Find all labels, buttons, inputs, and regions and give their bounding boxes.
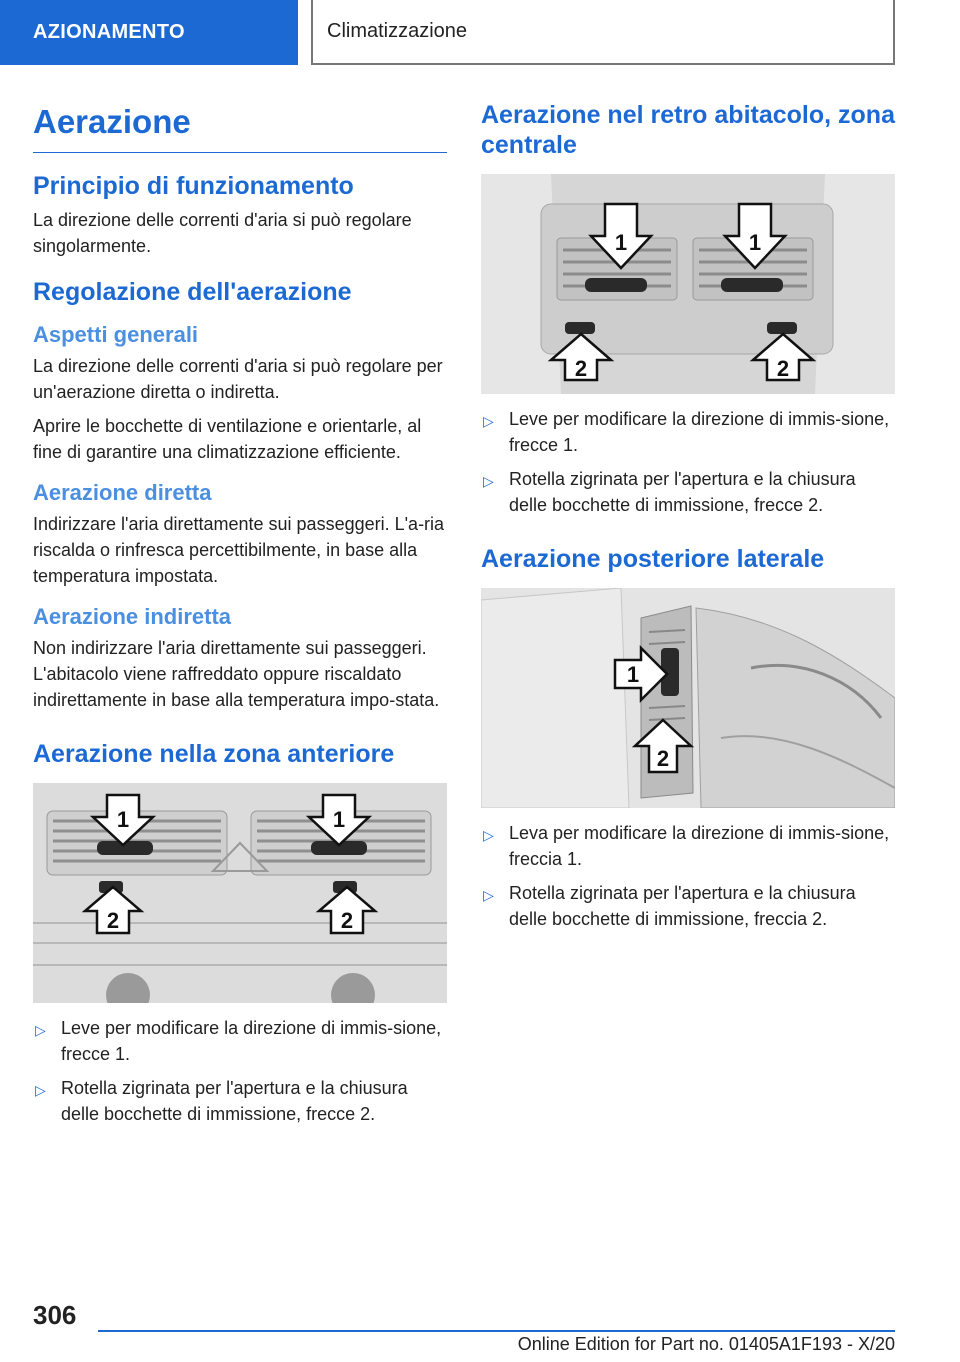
- rear-side-bullet-1-text: Leva per modificare la direzione di immis-sione, freccia 1.: [509, 823, 890, 869]
- rear-center-arrow-2-right-label: 2: [776, 356, 790, 381]
- indirect-text: Non indirizzare l'aria direttamente sui passeggeri. L'abitacolo viene raffreddato oppure riscaldato indirettamente in base alla temperatura impo-stata.: [33, 638, 440, 710]
- regulation-heading: Regolazione dell'aerazione: [33, 278, 352, 306]
- list-item: [481, 880, 895, 932]
- front-arrow-1-right-label: 1: [332, 807, 346, 832]
- front-arrow-2-left-label: 2: [106, 908, 120, 933]
- section-tab[interactable]: AZIONAMENTO: [0, 0, 298, 65]
- general-text-1: La direzione delle correnti d'aria si può regolare per un'aerazione diretta o indiretta.: [33, 356, 443, 402]
- page-number: 306: [33, 1300, 77, 1330]
- front-heading: Aerazione nella zona anteriore: [33, 740, 395, 768]
- rear-center-vents-illustration: [481, 174, 895, 394]
- rear-side-arrow-1-label: 1: [626, 662, 640, 687]
- rear-center-bullet-1-text: Leve per modificare la direzione di immis-sione, frecce 1.: [509, 409, 890, 455]
- rear-side-vent-figure: [481, 588, 895, 808]
- rear-side-vent-illustration: [481, 588, 895, 808]
- front-bullet-2-text: Rotella zigrinata per l'apertura e la chiusura delle bocchette di immissione, frecce 2.: [61, 1078, 408, 1124]
- triangle-bullet-icon: ▷: [483, 887, 494, 903]
- page-title: Aerazione: [33, 100, 447, 153]
- triangle-bullet-icon: ▷: [483, 473, 494, 489]
- footer-edition-text: Online Edition for Part no. 01405A1F193 - X/20: [517, 1334, 895, 1354]
- footer-divider: [98, 1330, 895, 1332]
- list-item: [481, 466, 895, 518]
- rear-center-heading: Aerazione nel retro abitacolo, zona centrale: [481, 101, 895, 159]
- general-text-2: Aprire le bocchette di ventilazione e orientarle, al fine di garantire una climatizzazione efficiente.: [33, 416, 422, 462]
- principle-text: La direzione delle correnti d'aria si può regolare singolarmente.: [33, 210, 412, 256]
- rear-side-arrow-2-label: 2: [656, 746, 670, 771]
- triangle-bullet-icon: ▷: [483, 413, 494, 429]
- list-item: [481, 820, 895, 872]
- front-vents-illustration: [33, 783, 447, 1003]
- rear-center-arrow-2-left-label: 2: [574, 356, 588, 381]
- front-bullet-list: [33, 1015, 447, 1127]
- right-column: [481, 100, 895, 940]
- list-item: [481, 406, 895, 458]
- list-item: [33, 1075, 447, 1127]
- triangle-bullet-icon: ▷: [35, 1022, 46, 1038]
- front-bullet-1-text: Leve per modificare la direzione di immis-sione, frecce 1.: [61, 1018, 442, 1064]
- triangle-bullet-icon: ▷: [483, 827, 494, 843]
- front-arrow-1-left-label: 1: [116, 807, 130, 832]
- principle-heading: Principio di funzionamento: [33, 172, 354, 200]
- front-arrow-2-right-label: 2: [340, 908, 354, 933]
- rear-side-bullet-list: [481, 820, 895, 932]
- rear-center-vents-figure: [481, 174, 895, 394]
- rear-center-bullet-list: [481, 406, 895, 518]
- indirect-heading: Aerazione indiretta: [33, 604, 232, 629]
- left-column: [33, 100, 447, 1135]
- list-item: [33, 1015, 447, 1067]
- direct-heading: Aerazione diretta: [33, 480, 212, 505]
- rear-center-bullet-2-text: Rotella zigrinata per l'apertura e la chiusura delle bocchette di immissione, frecce 2.: [509, 469, 856, 515]
- general-heading: Aspetti generali: [33, 322, 199, 347]
- rear-side-heading: Aerazione posteriore laterale: [481, 545, 825, 573]
- topic-tab[interactable]: Climatizzazione: [311, 0, 895, 65]
- rear-center-arrow-1-right-label: 1: [748, 230, 762, 255]
- rear-center-arrow-1-left-label: 1: [614, 230, 628, 255]
- rear-side-bullet-2-text: Rotella zigrinata per l'apertura e la chiusura delle bocchette di immissione, freccia 2.: [509, 883, 856, 929]
- direct-text: Indirizzare l'aria direttamente sui passeggeri. L'a-ria riscalda o rinfresca percettibilmente, in base alla temperatura impostata.: [33, 514, 445, 586]
- front-vents-figure: [33, 783, 447, 1003]
- triangle-bullet-icon: ▷: [35, 1082, 46, 1098]
